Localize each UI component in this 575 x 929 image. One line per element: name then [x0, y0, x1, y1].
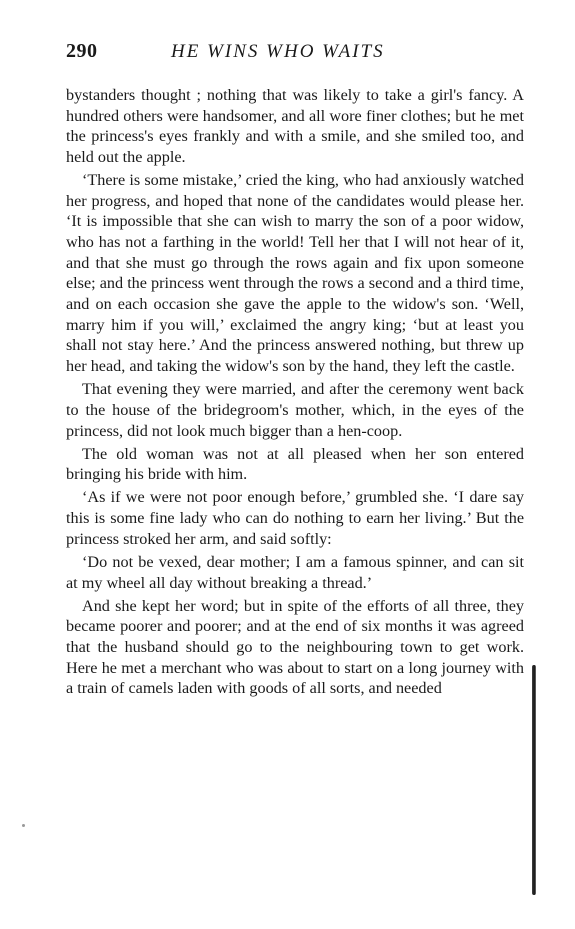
paragraph: And she kept her word; but in spite of the efforts of all three, they became poorer and poorer; and at the end of six months it was agreed that the husband should go to the neighbouring town to get work. Here he met a merchant who was about to start on a long journey with a train of camels laden with goods of all sorts, and needed: [66, 596, 524, 698]
running-head: [66, 40, 526, 66]
paragraph: ‘As if we were not poor enough before,’ grumbled she. ‘I dare say this is some fine lady who can do nothing to earn her living.’ But the princess stroked her arm, and said softly:: [66, 488, 524, 548]
body-text: [66, 85, 524, 702]
page-number: 290: [66, 40, 98, 62]
paragraph: bystanders thought ; nothing that was likely to take a girl's fancy. A hundred others were handsomer, and all wore finer clothes; but he met the princess's eyes frankly and with a smile, and she smiled too, and held out the apple.: [66, 86, 524, 166]
paragraph: The old woman was not at all pleased when her son entered bringing his bride with him.: [66, 444, 524, 484]
paragraph: That evening they were married, and after the ceremony went back to the house of the bridegroom's mother, which, in the eyes of the princess, did not look much bigger than a hen-coop.: [66, 380, 524, 440]
running-title: HE WINS WHO WAITS: [171, 41, 385, 62]
paragraph: ‘There is some mistake,’ cried the king, who had anxiously watched her progress, and hoped that none of the candidates would please her. ‘It is impossible that she can wish to marry the son of a poor widow, who has not a farthing in the world! Tell her that I will not hear of it, and that she must go through the rows again and fix upon someone else; and the princess went through the rows a second and a third time, and on each occasion she gave the apple to the widow's son. ‘Well, marry him if you will,’ exclaimed the angry king; ‘but at least you shall not stay here.’ And the princess answered nothing, but threw up her head, and taking the widow's son by the hand, they left the castle.: [66, 171, 524, 376]
paper-speck: [22, 824, 25, 827]
paragraph: ‘Do not be vexed, dear mother; I am a famous spinner, and can sit at my wheel all day without breaking a thread.’: [66, 552, 524, 592]
page-edge-shadow: [532, 665, 536, 895]
